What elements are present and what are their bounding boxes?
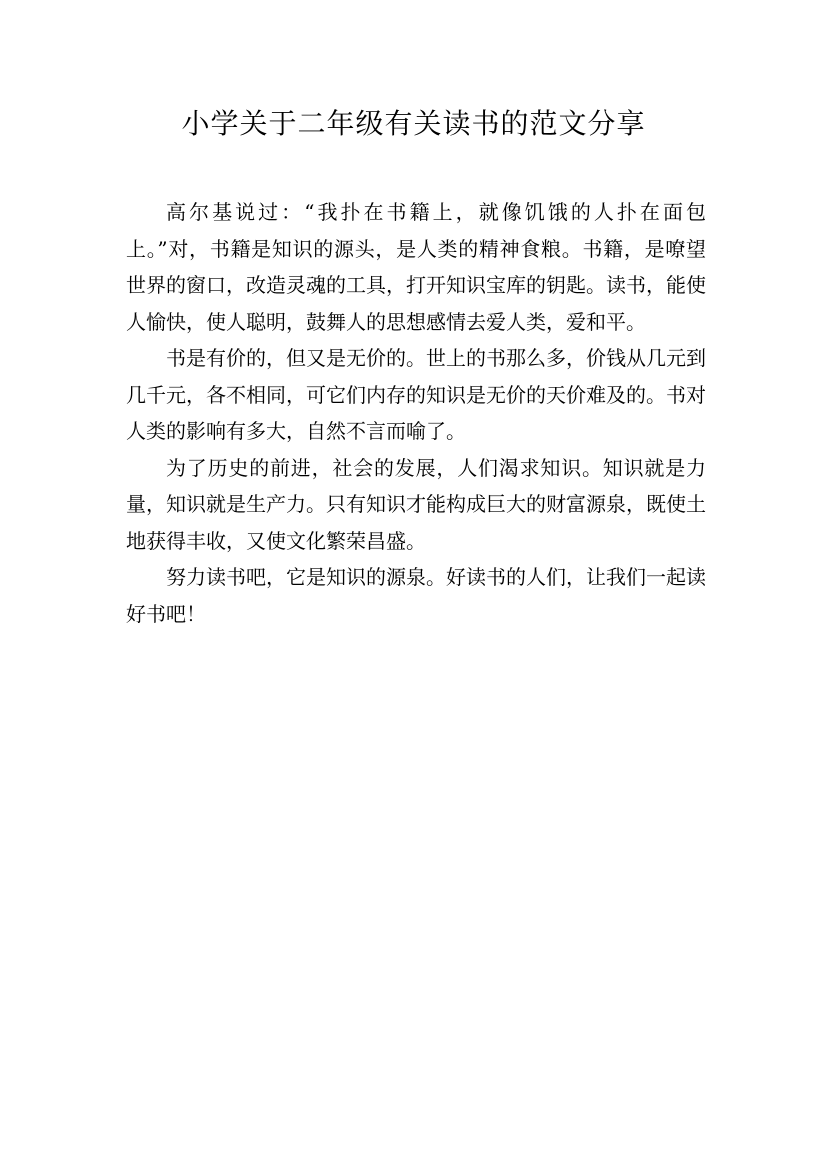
- paragraph-3: 为了历史的前进，社会的发展，人们渴求知识。知识就是力量，知识就是生产力。只有知识才能构成巨大的财富源泉，既使土地获得丰收，又使文化繁荣昌盛。: [126, 455, 706, 553]
- paragraph-2: 书是有价的，但又是无价的。世上的书那么多，价钱从几元到几千元，各不相同，可它们内存的知识是无价的天价难及的。书对人类的影响有多大，自然不言而喻了。: [126, 346, 706, 443]
- document-title: 小学关于二年级有关读书的范文分享: [181, 107, 646, 140]
- paragraph-4: 努力读书吧，它是知识的源泉。好读书的人们，让我们一起读好书吧！: [126, 565, 706, 626]
- paragraph-1: 高尔基说过：“我扑在书籍上，就像饥饿的人扑在面包上。”对，书籍是知识的源头，是人类的精神食粮。书籍，是嘹望世界的窗口，改造灵魂的工具，打开知识宝库的钥匙。读书，能使人愉快，使人聪明，鼓舞人的思想感情去爱人类，爱和平。: [126, 200, 706, 334]
- document-body: [126, 194, 706, 632]
